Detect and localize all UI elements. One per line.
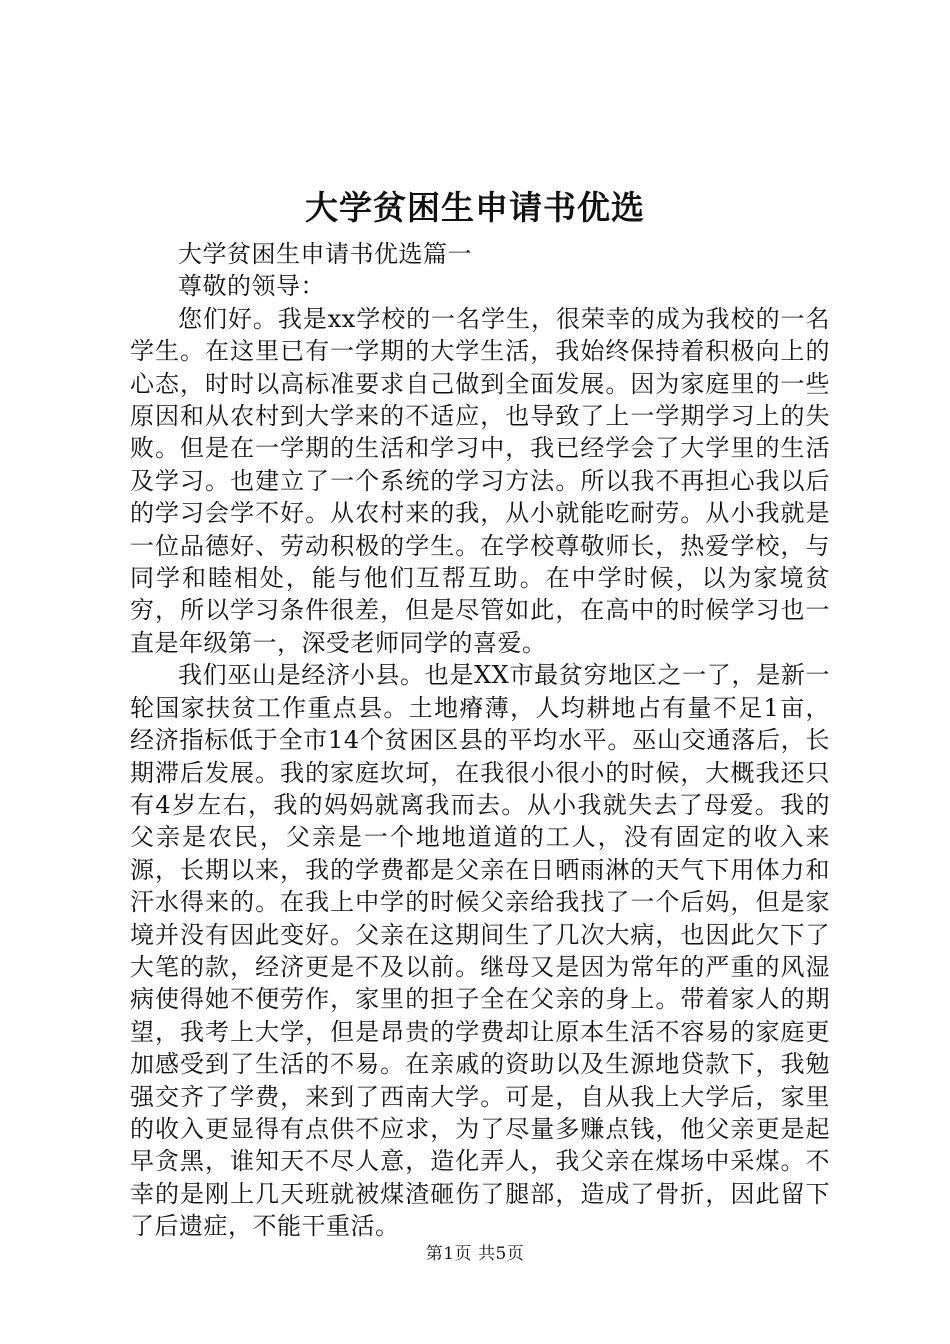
document-title: 大学贫困生申请书优选 [305,188,645,227]
page-footer: 第1页 共5页 [425,1244,525,1264]
salutation: 尊敬的领导： [178,272,325,301]
section-heading: 大学贫困生申请书优选篇一 [178,240,472,268]
body-paragraph-2: 我们巫山是经济小县。也是XX市最贫穷地区之一了，是新一轮国家扶贫工作重点县。土地瘠薄，人均耕地占有量不足1亩，经济指标低于全市14个贫困区县的平均水平。巫山交通落后，长期滞后发展。我的家庭坎坷，在我很小很小的时候，大概我还只有4岁左右，我的妈妈就离我而去。从小我就失去了母爱。我的父亲是农民，父亲是一个地地道道的工人，没有固定的收入来源，长期以来，我的学费都是父亲在日晒雨淋的天气下用体力和汗水得来的。在我上中学的时候父亲给我找了一个后妈，但是家境并没有因此变好。父亲在这期间生了几次大病，也因此欠下了大笔的款，经济更是不及以前。继母又是因为常年的严重的风湿病使得她不便劳作，家里的担子全在父亲的身上。带着家人的期望，我考上大学，但是昂贵的学费却让原本生活不容易的家庭更加感受到了生活的不易。在亲戚的资助以及生源地贷款下，我勉强交齐了学费，来到了西南大学。可是，自从我上大学后，家里的收入更显得有点供不应求，为了尽量多赚点钱，他父亲更是起早贪黑，谁知天不尽人意，造化弄人，我父亲在煤场中采煤。不幸的是刚上几天班就被煤渣砸伤了腿部，造成了骨折，因此留下了后遗症，不能干重活。 [130,661,830,1241]
document-body [130,238,830,1243]
body-paragraph-1: 您们好。我是xx学校的一名学生，很荣幸的成为我校的一名学生。在这里已有一学期的大学生活，我始终保持着积极向上的心态，时时以高标准要求自己做到全面发展。因为家庭里的一些原因和从农村到大学来的不适应，也导致了上一学期学习上的失败。但是在一学期的生活和学习中，我已经学会了大学里的生活及学习。也建立了一个系统的学习方法。所以我不再担心我以后的学习会学不好。从农村来的我，从小就能吃耐劳。从小我就是一位品德好、劳动积极的学生。在学校尊敬师长，热爱学校，与同学和睦相处，能与他们互帮互助。在中学时候，以为家境贫穷，所以学习条件很差，但是尽管如此，在高中的时候学习也一直是年级第一，深受老师同学的喜爱。 [130,304,830,657]
